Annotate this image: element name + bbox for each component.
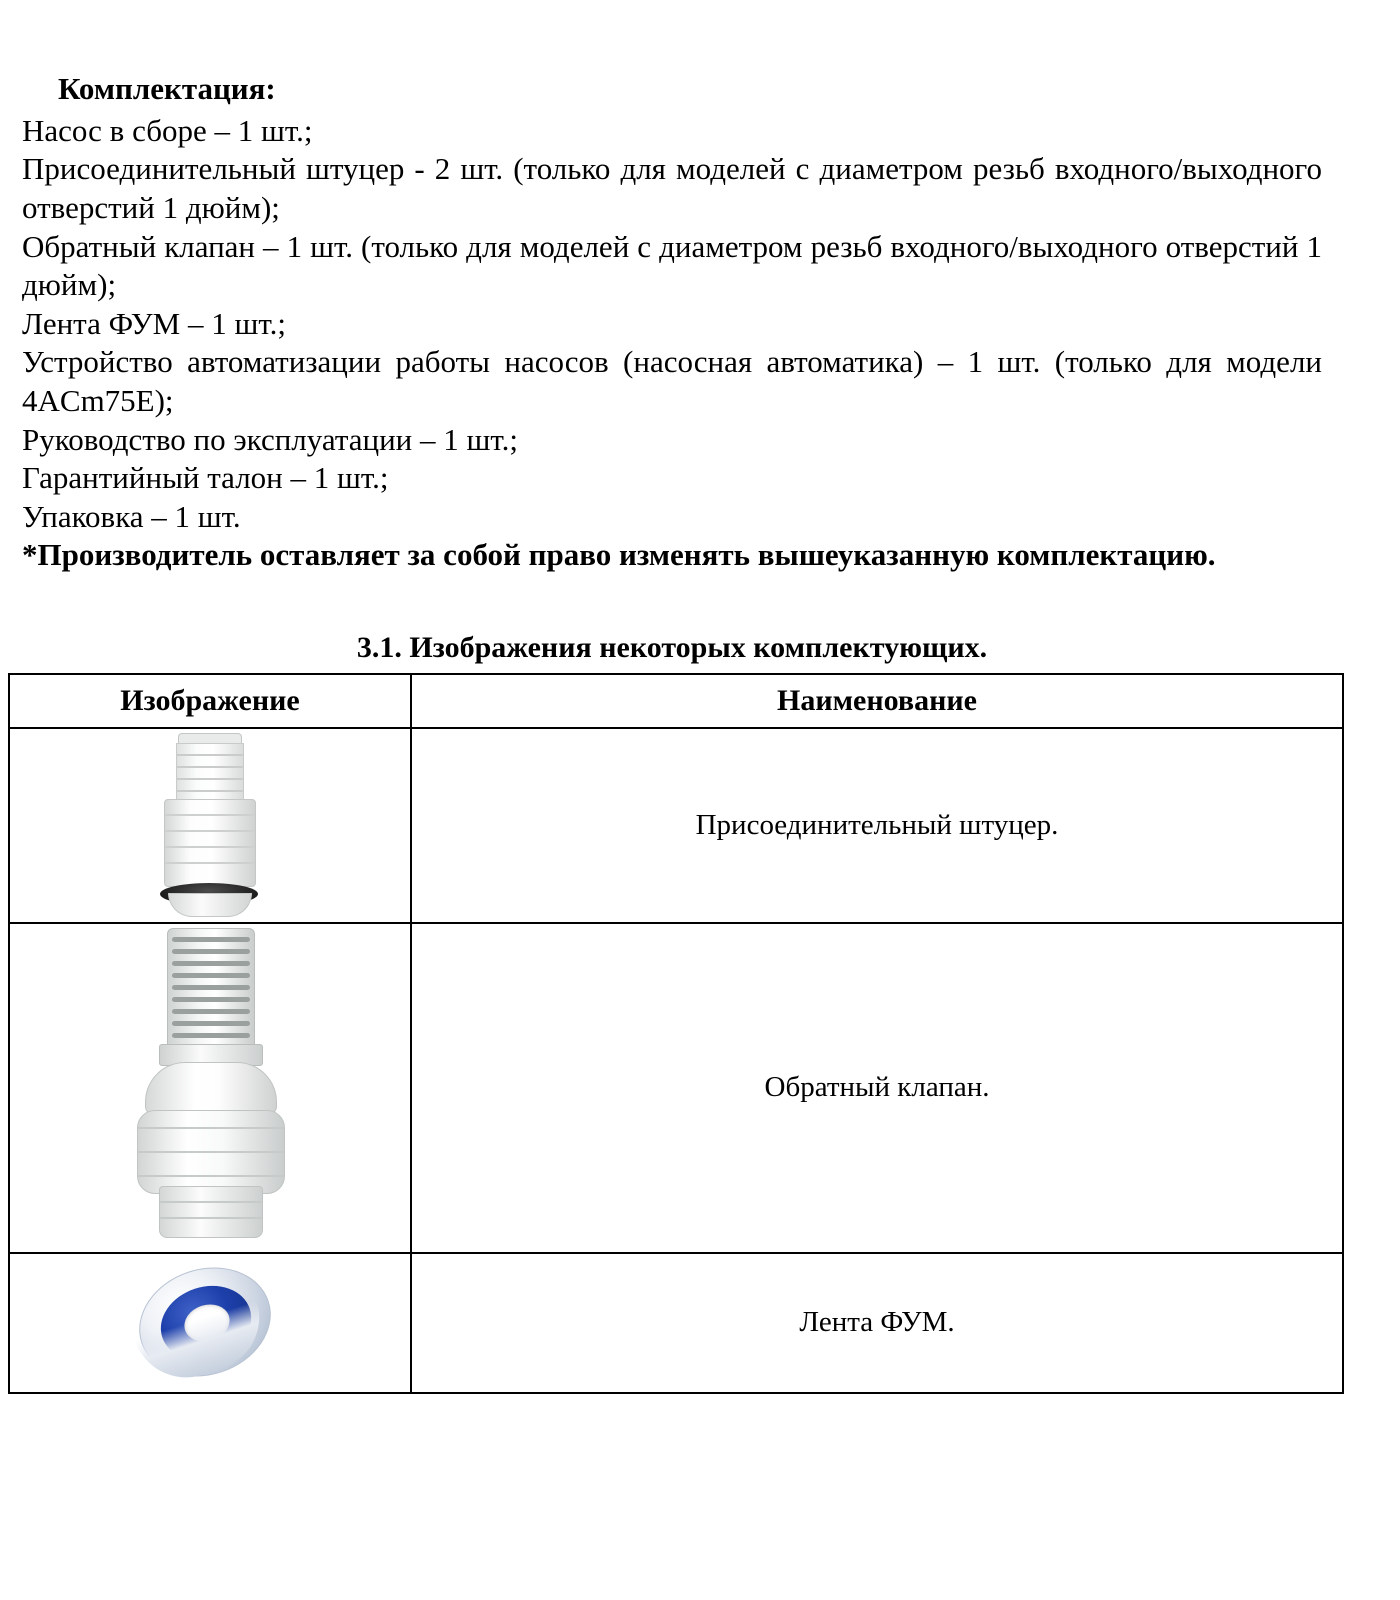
manufacturer-disclaimer: *Производитель оставляет за собой право изменять вышеуказанную комплектацию.	[22, 537, 1216, 573]
header-image: Изображение	[9, 674, 411, 728]
subsection-title: 3.1. Изображения некоторых комплектующих.	[356, 630, 988, 664]
connection-nozzle-photo	[10, 733, 410, 918]
valve-drawing	[115, 928, 305, 1248]
valve-skirt	[159, 1186, 263, 1238]
table-row	[9, 728, 1343, 923]
nozzle-drawing	[150, 733, 270, 918]
table-row	[9, 1253, 1343, 1393]
components-table	[8, 673, 1344, 1394]
cell-name-nozzle: Присоединительный штуцер.	[411, 728, 1343, 923]
cell-name-valve: Обратный клапан.	[411, 923, 1343, 1253]
cell-image-nozzle	[9, 728, 411, 923]
kit-line-3: Обратный клапан – 1 шт. (только для моделей с диаметром резьб входного/выходного отверстий 1 дюйм);	[22, 228, 1322, 303]
kit-line-7: Гарантийный талон – 1 шт.;	[22, 460, 389, 496]
kit-line-2: Присоединительный штуцер - 2 шт. (только для моделей с диаметром резьб входного/выходного отверстий 1 дюйм);	[22, 151, 1322, 225]
fum-tape-photo	[10, 1263, 410, 1383]
cell-image-tape	[9, 1253, 411, 1393]
nozzle-neck	[176, 743, 244, 805]
tape-drawing	[130, 1263, 290, 1383]
valve-body	[137, 1110, 285, 1194]
cell-name-tape: Лента ФУМ.	[411, 1253, 1343, 1393]
header-name: Наименование	[411, 674, 1343, 728]
check-valve-photo	[10, 928, 410, 1248]
valve-upper-cone	[145, 1062, 277, 1116]
kit-line-8: Упаковка – 1 шт.	[22, 498, 241, 534]
nozzle-body	[164, 799, 256, 887]
kit-line-6: Руководство по эксплуатации – 1 шт.;	[22, 421, 518, 457]
nozzle-base	[168, 893, 252, 917]
cell-image-valve	[9, 923, 411, 1253]
valve-strainer	[167, 928, 255, 1048]
kit-line-5: Устройство автоматизации работы насосов (насосная автоматика) – 1 шт. (только для модели 4ACm75E);	[22, 344, 1322, 418]
kit-heading: Комплектация:	[58, 71, 276, 106]
table-row	[9, 923, 1343, 1253]
kit-line-1: Насос в сборе – 1 шт.;	[22, 112, 313, 148]
kit-line-4: Лента ФУМ – 1 шт.;	[22, 305, 286, 341]
table-header-row	[9, 674, 1343, 728]
